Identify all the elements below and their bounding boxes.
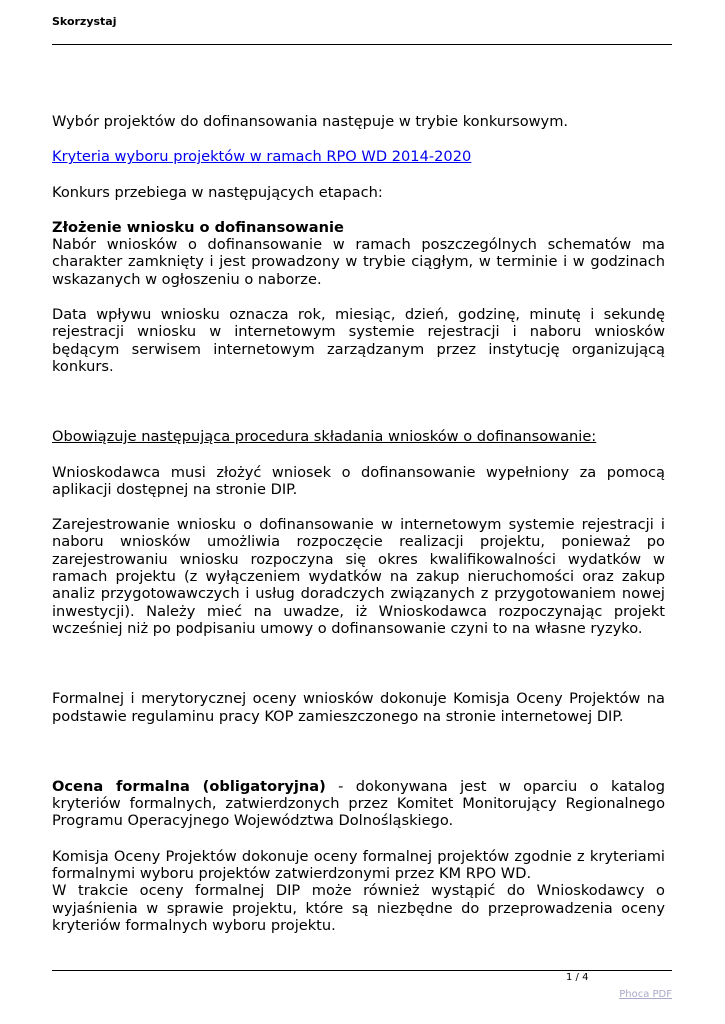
evaluation-paragraph: Formalnej i merytorycznej oceny wniosków dokonuje Komisja Oceny Projektów na podstawie regulaminu pracy KOP zamieszczonego na stronie internetowej DIP.	[52, 690, 665, 725]
criteria-link[interactable]: Kryteria wyboru projektów w ramach RPO WD 2014-2020	[52, 148, 472, 166]
kop-paragraph-2: W trakcie oceny formalnej DIP może również wystąpić do Wnioskodawcy o wyjaśnienia w sprawie projektu, które są niezbędne do przeprowadzenia oceny kryteriów formalnych wyboru projektu.	[52, 882, 665, 934]
date-paragraph: Data wpływu wniosku oznacza rok, miesiąc, dzień, godzinę, minutę i sekundę rejestracji wniosku w internetowym systemie rejestracji i naboru wniosków będącym serwisem internetowym zarządzanym przez instytucję organizującą konkurs.	[52, 306, 665, 375]
intro-paragraph: Wybór projektów do dofinansowania następuje w trybie konkursowym.	[52, 113, 569, 130]
procedure-heading: Obowiązuje następująca procedura składania wniosków o dofinansowanie:	[52, 428, 597, 446]
procedure-paragraph-1: Wnioskodawca musi złożyć wniosek o dofinansowanie wypełniony za pomocą aplikacji dostępnej na stronie DIP.	[52, 463, 665, 498]
procedure-paragraph-2: Zarejestrowanie wniosku o dofinansowanie w internetowym systemie rejestracji i naboru wniosków umożliwia rozpoczęcie realizacji projektu, ponieważ po zarejestrowaniu wniosku rozpoczyna się okres kwalifikowalności wydatków w ramach projektu (z wyłączeniem wydatków na zakup nieruchomości oraz zakup analiz przygotowawczych i usług doradczych związanych z przygotowaniem nowej inwestycji). Należy mieć na uwadze, iż Wnioskodawca rozpoczynając projekt wcześniej niż po podpisaniu umowy o dofinansowanie czyni to na własne ryzyko.	[52, 516, 665, 637]
formal-paragraph: - dokonywana jest w oparciu o katalog kryteriów formalnych, zatwierdzonych przez Komitet Monitorujący Regionalnego Programu Operacyjnego Województwa Dolnośląskiego.	[52, 777, 665, 830]
submission-heading: Złożenie wniosku o dofinansowanie	[52, 218, 344, 236]
formal-heading: Ocena formalna (obligatoryjna)	[52, 777, 326, 795]
stages-intro: Konkurs przebiega w następujących etapach:	[52, 183, 383, 201]
phoca-pdf-link[interactable]: Phoca PDF	[619, 989, 672, 1000]
page-header-title: Skorzystaj	[52, 15, 117, 28]
page-number: 1 / 4	[566, 972, 589, 983]
footer-divider	[52, 970, 672, 971]
submission-paragraph: Nabór wniosków o dofinansowanie w ramach poszczególnych schematów ma charakter zamknięty i jest prowadzony w trybie ciągłym, w terminie i w godzinach wskazanych w ogłoszeniu o naborze.	[52, 236, 665, 288]
document-body	[52, 113, 665, 934]
header-divider	[52, 44, 672, 45]
kop-paragraph-1: Komisja Oceny Projektów dokonuje oceny formalnej projektów zgodnie z kryteriami formalnymi wyboru projektów zatwierdzonymi przez KM RPO WD.	[52, 847, 665, 883]
